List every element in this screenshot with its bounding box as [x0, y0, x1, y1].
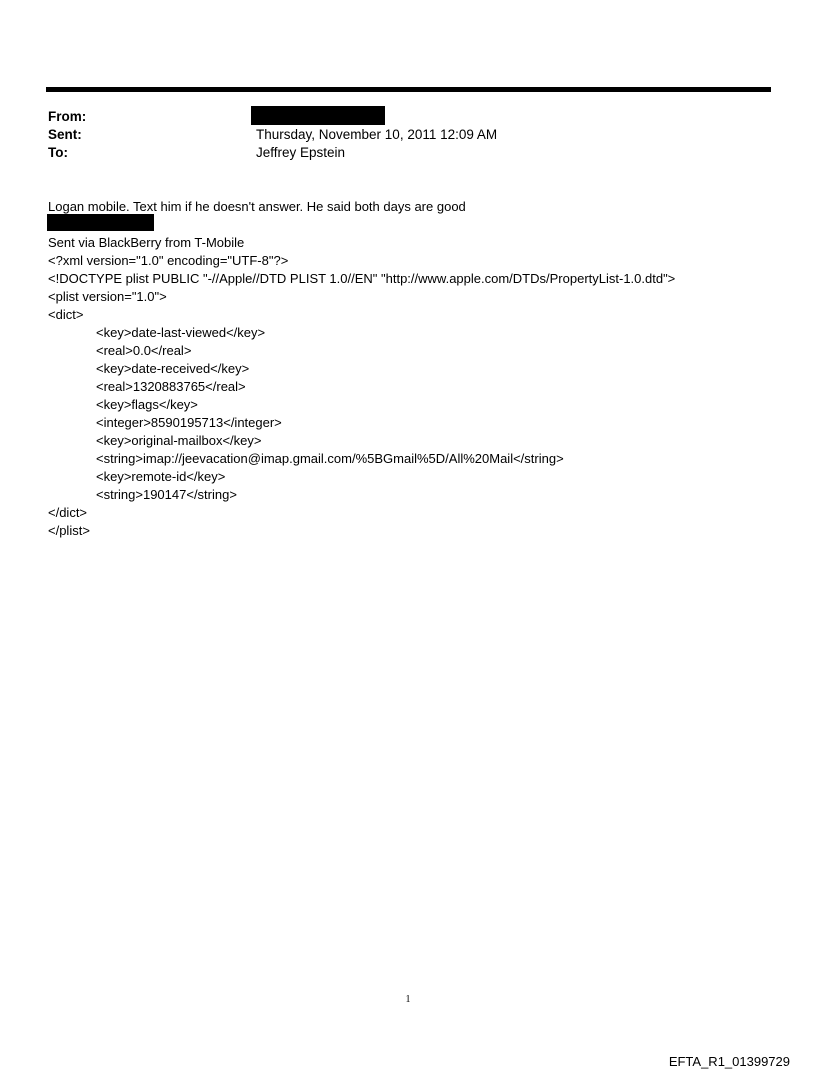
plist-entry-line: <key>date-last-viewed</key> [96, 325, 266, 340]
document-id: EFTA_R1_01399729 [668, 1054, 790, 1069]
sent-value: Thursday, November 10, 2011 12:09 AM [256, 127, 498, 142]
sent-label: Sent: [48, 127, 82, 142]
body-redaction [47, 214, 154, 231]
from-label: From: [48, 109, 87, 124]
plist-entry-line: <key>date-received</key> [96, 361, 250, 376]
plist-entry-line: <string>190147</string> [96, 487, 237, 502]
plist-entry-line: <real>0.0</real> [96, 343, 192, 358]
plist-entry-line: <key>original-mailbox</key> [96, 433, 262, 448]
dict-open-line: <dict> [48, 307, 84, 322]
dict-close-line: </dict> [48, 505, 88, 520]
plist-entry-line: <key>remote-id</key> [96, 469, 226, 484]
plist-entry-line: <string>imap://jeevacation@imap.gmail.com/%5BGmail%5D/All%20Mail</string> [96, 451, 564, 466]
plist-entry-line: <real>1320883765</real> [96, 379, 246, 394]
from-redaction [251, 106, 385, 125]
to-label: To: [48, 145, 68, 160]
to-value: Jeffrey Epstein [256, 145, 346, 160]
message-text: Logan mobile. Text him if he doesn't answer. He said both days are good [48, 199, 466, 214]
signature-line: Sent via BlackBerry from T-Mobile [48, 235, 245, 250]
plist-close-line: </plist> [48, 523, 90, 538]
xml-declaration-line: <?xml version="1.0" encoding="UTF-8"?> [48, 253, 289, 268]
page-number: 1 [405, 994, 411, 1005]
plist-open-line: <plist version="1.0"> [48, 289, 167, 304]
plist-entry-line: <key>flags</key> [96, 397, 198, 412]
doctype-line: <!DOCTYPE plist PUBLIC "-//Apple//DTD PLIST 1.0//EN" "http://www.apple.com/DTDs/PropertyList-1.0.dtd"> [48, 271, 676, 286]
plist-entry-line: <integer>8590195713</integer> [96, 415, 282, 430]
header-rule [46, 87, 771, 92]
